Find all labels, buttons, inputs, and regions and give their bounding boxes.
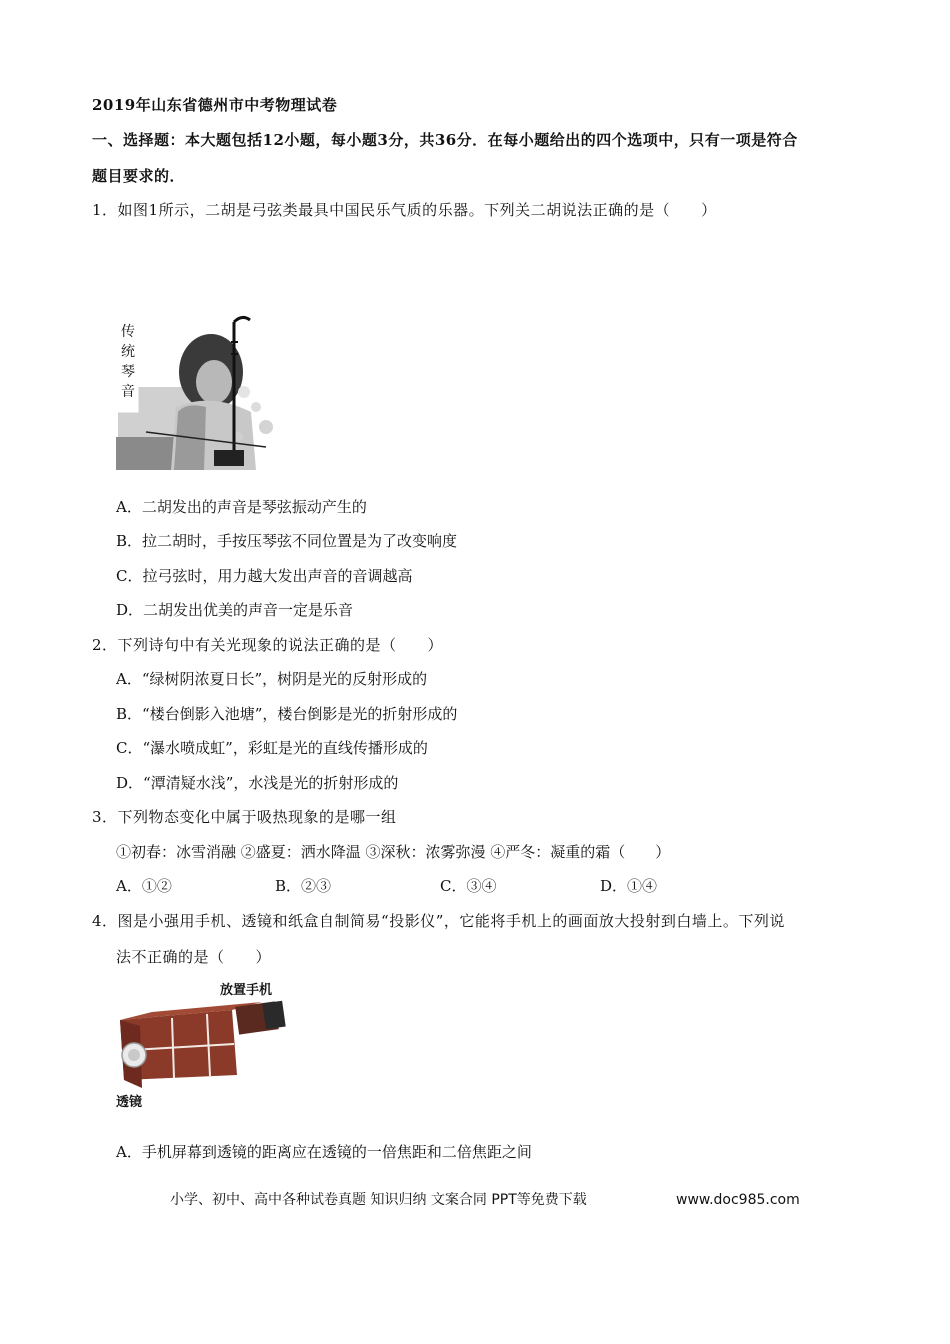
q1-option-b: B．拉二胡时，手按压琴弦不同位置是为了改变响度 [116,532,458,550]
section-heading-line2: 题目要求的． [92,167,186,185]
section-heading-line1: 一、选择题：本大题包括12小题，每小题3分，共36分．在每小题给出的四个选项中，只有一项是符合 [92,131,798,149]
svg-text:传: 传 [121,324,135,340]
q1-stem: 1．如图1所示，二胡是弓弦类最具中国民乐气质的乐器。下列关二胡说法正确的是（ ） [92,201,717,219]
q4-option-a: A．手机屏幕到透镜的距离应在透镜的一倍焦距和二倍焦距之间 [116,1143,532,1161]
q3-conditions: ①初春：冰雪消融 ②盛夏：洒水降温 ③深秋：浓雾弥漫 ④严冬：凝重的霜（ ） [116,843,671,861]
projector-figure [112,980,292,1112]
q2-option-c: C．“瀑水喷成虹”，彩虹是光的直线传播形成的 [116,739,428,757]
q2-stem: 2．下列诗句中有关光现象的说法正确的是（ ） [92,636,444,654]
svg-text:音: 音 [121,384,135,400]
label-lens: 透镜 [116,1095,143,1110]
q3-option-a: A．①② [116,877,172,895]
q2-option-d: D．“潭清疑水浅”，水浅是光的折射形成的 [116,774,399,792]
q3-option-c: C．③④ [440,877,497,895]
erhu-figure [116,312,282,470]
q3-option-b: B．②③ [275,877,332,895]
svg-text:琴: 琴 [121,364,135,380]
q1-option-a: A．二胡发出的声音是琴弦振动产生的 [116,498,367,516]
q2-option-b: B．“楼台倒影入池塘”，楼台倒影是光的折射形成的 [116,705,458,723]
q4-stem-line2: 法不正确的是（ ） [116,948,272,966]
footer-url[interactable]: www.doc985.com [676,1192,800,1208]
exam-title: 2019年山东省德州市中考物理试卷 [92,96,338,114]
q2-option-a: A．“绿树阴浓夏日长”，树阴是光的反射形成的 [116,670,428,688]
q1-option-c: C．拉弓弦时，用力越大发出声音的音调越高 [116,567,413,585]
footer-promo-text: 小学、初中、高中各种试卷真题 知识归纳 文案合同 PPT等免费下载 [170,1192,587,1208]
svg-text:统: 统 [121,344,135,360]
q3-option-d: D．①④ [600,877,658,895]
q3-stem: 3．下列物态变化中属于吸热现象的是哪一组 [92,808,397,826]
label-phone: 放置手机 [220,983,273,998]
q4-stem-line1: 4．图是小强用手机、透镜和纸盒自制简易“投影仪”，它能将手机上的画面放大投射到白墙上。下列说 [92,912,785,930]
q1-option-d: D．二胡发出优美的声音一定是乐音 [116,601,354,619]
